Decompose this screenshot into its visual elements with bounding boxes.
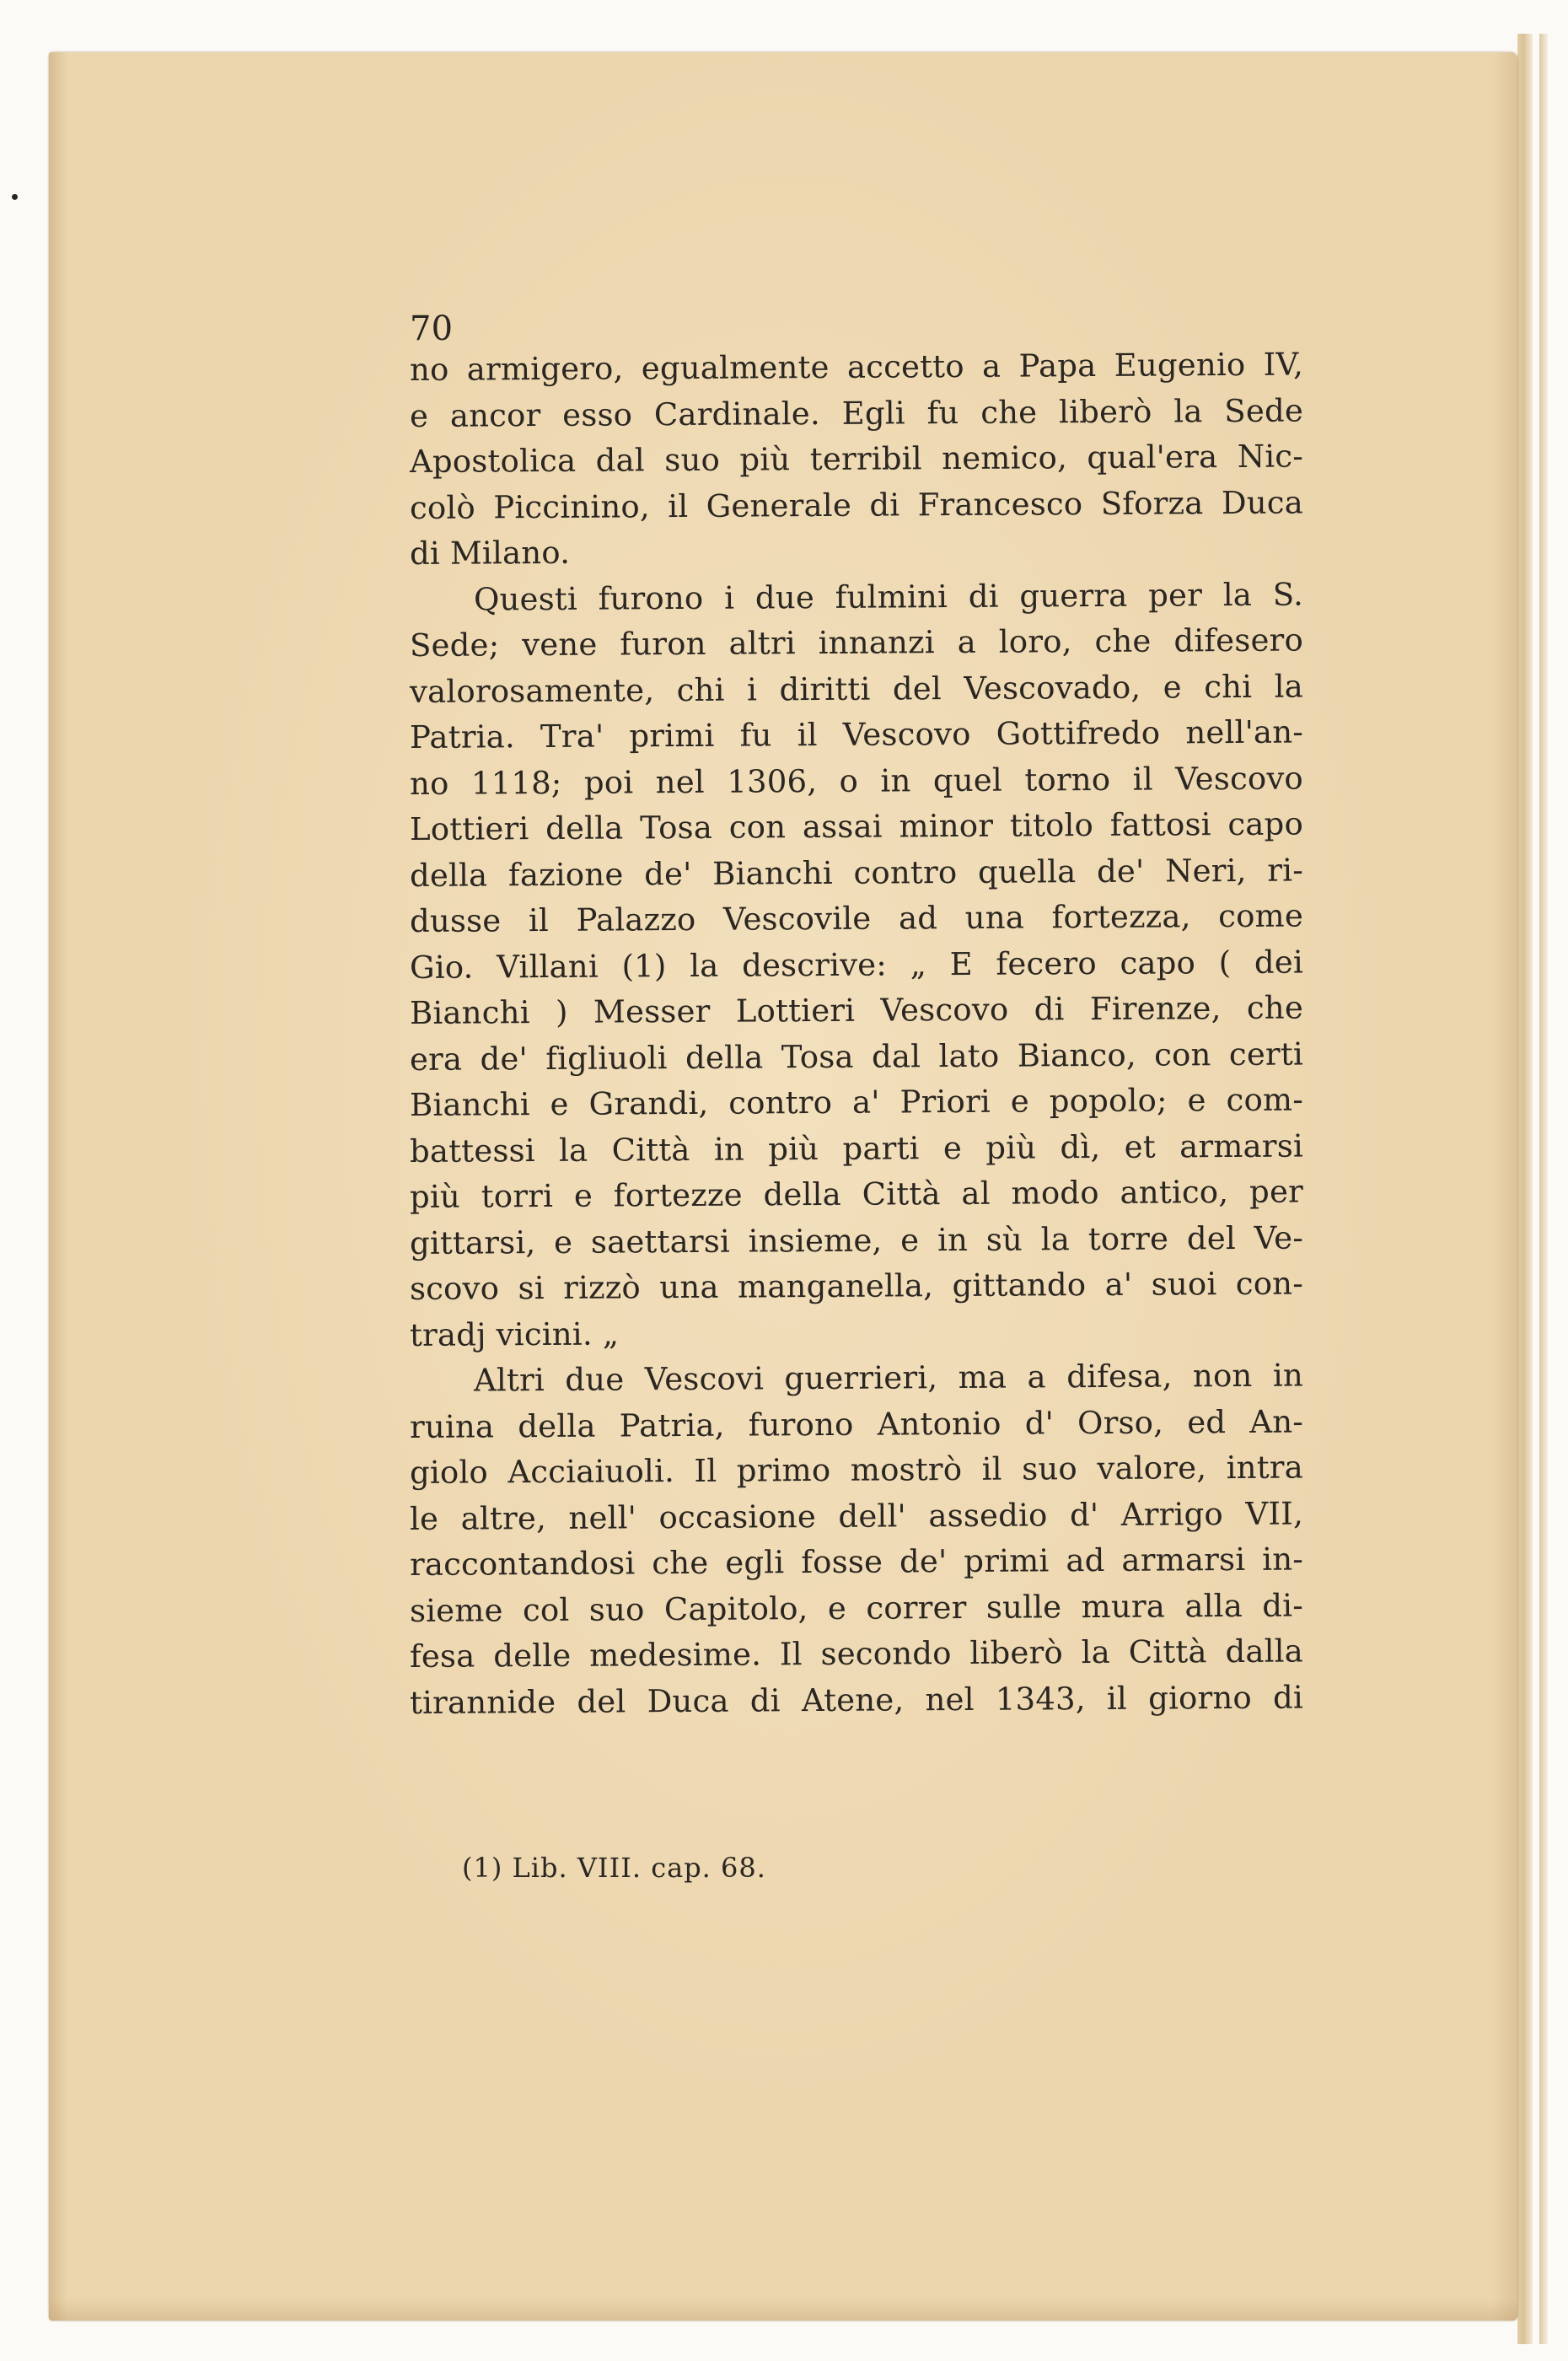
text-line: e ancor esso Cardinale. Egli fu che liberò la Sede [409,392,1304,434]
text-line: Altri due Vescovi guerrieri, ma a difesa, non in [473,1357,1304,1399]
text-line: no armigero, egualmente accetto a Papa Eugenio IV, [409,346,1304,388]
text-line: valorosamente, chi i diritti del Vescovado, e chi la [409,668,1304,710]
ink-speck [12,194,18,200]
page-fold-edge-outer [1539,34,1548,2344]
text-line: no 1118; poi nel 1306, o in quel torno il Vescovo [409,760,1304,802]
text-line: più torri e fortezze della Città al modo antico, per [409,1173,1304,1215]
text-line: Sede; vene furon altri innanzi a loro, che difesero [409,621,1304,664]
text-line: Patria. Tra' primi fu il Vescovo Gottifredo nell'an- [409,713,1304,756]
text-line: di Milano. [409,534,571,572]
text-line: le altre, nell' occasione dell' assedio d' Arrigo VII, [409,1495,1304,1537]
text-line: tirannide del Duca di Atene, nel 1343, il giorno di [409,1679,1304,1721]
text-line: Gio. Villani (1) la descrive: „ E fecero capo ( dei [409,944,1304,986]
text-line: ruina della Patria, furono Antonio d' Orso, ed An- [409,1403,1304,1445]
text-line: scovo si rizzò una manganella, gittando a' suoi con- [409,1265,1304,1307]
text-line: giolo Acciaiuoli. Il primo mostrò il suo valore, intra [409,1449,1304,1491]
text-line: Apostolica dal suo più terribil nemico, qual'era Nic- [409,438,1304,480]
footnote: (1) Lib. VIII. cap. 68. [462,1852,766,1884]
text-line: dusse il Palazzo Vescovile ad una fortezza, come [409,897,1304,939]
page-fold-edge [1517,34,1533,2344]
text-line: Lottieri della Tosa con assai minor titolo fattosi capo [409,805,1304,847]
text-line: della fazione de' Bianchi contro quella de' Neri, ri- [409,852,1304,894]
text-line: sieme col suo Capitolo, e correr sulle mura alla di- [409,1587,1304,1629]
page-number: 70 [410,309,454,348]
text-line: Bianchi e Grandi, contro a' Priori e popolo; e com- [409,1081,1304,1123]
text-line: battessi la Città in più parti e più dì, et armarsi [409,1127,1304,1170]
text-line: Bianchi ) Messer Lottieri Vescovo di Firenze, che [409,989,1304,1031]
body-text [409,309,1304,1726]
text-line: raccontandosi che egli fosse de' primi ad armarsi in- [409,1541,1304,1583]
text-line: Questi furono i due fulmini di guerra per la S. [473,576,1304,618]
text-line: era de' figliuoli della Tosa dal lato Bianco, con certi [409,1035,1304,1078]
text-line: gittarsi, e saettarsi insieme, e in sù la torre del Ve- [409,1219,1304,1261]
text-line: colò Piccinino, il Generale di Francesco Sforza Duca [409,484,1304,526]
text-line: fesa delle medesime. Il secondo liberò la Città dalla [409,1632,1304,1675]
text-line: tradj vicini. „ [409,1315,620,1353]
